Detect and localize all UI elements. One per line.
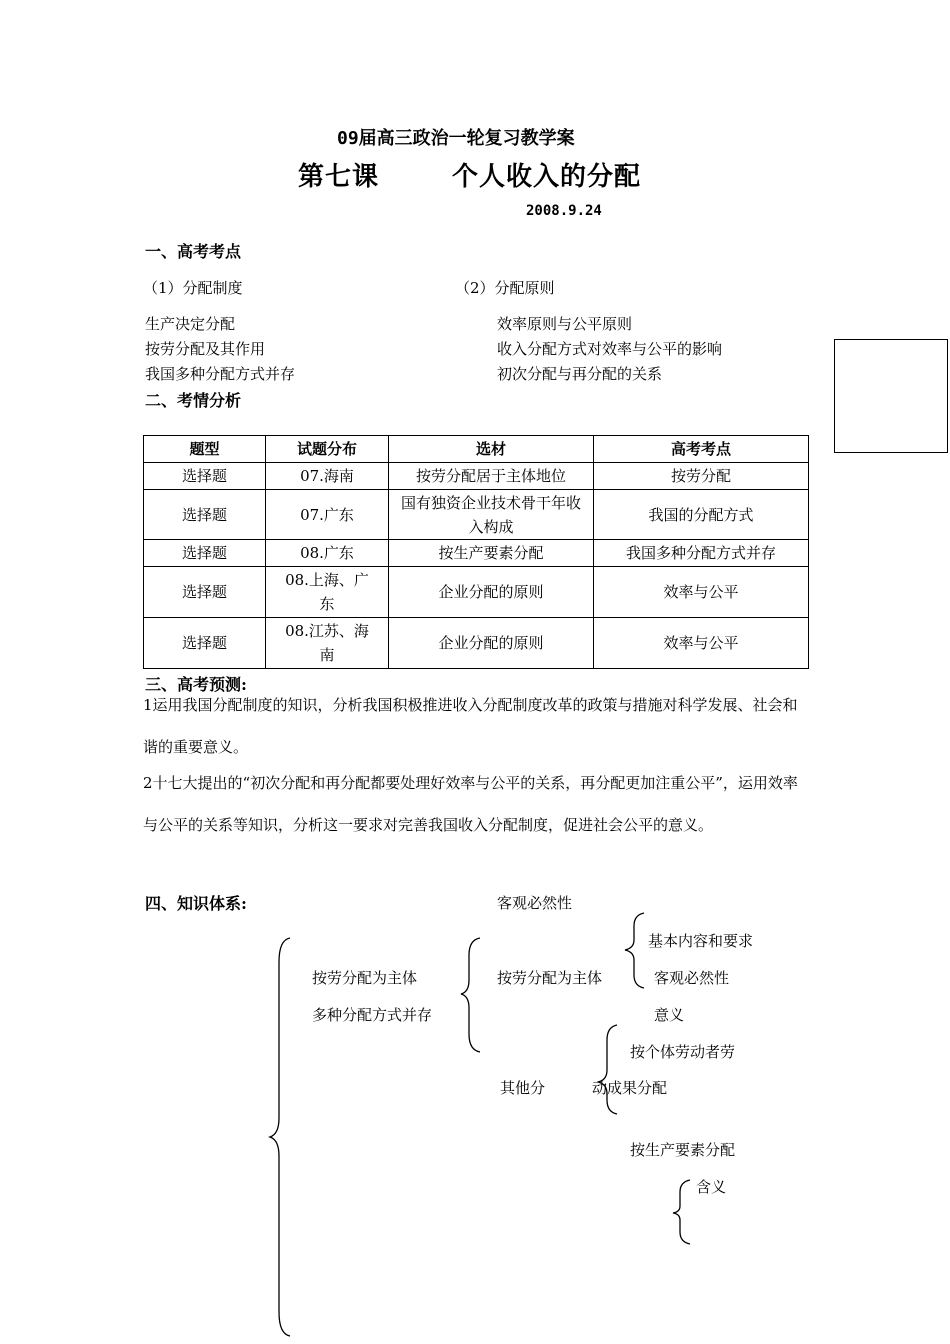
table-cell: 选择题 <box>144 540 266 567</box>
principle-item: 收入分配方式对效率与公平的影响 <box>497 340 723 358</box>
lesson-number: 第七课 <box>298 162 380 192</box>
document-date: 2008.9.24 <box>526 203 602 219</box>
main-brace <box>270 938 290 1336</box>
node-objective-top: 客观必然性 <box>497 894 573 912</box>
node-multi-forms: 多种分配方式并存 <box>312 1006 433 1024</box>
table-cell: 08.上海、广东 <box>266 567 389 618</box>
system-item: 按劳分配及其作用 <box>145 340 266 358</box>
table-cell: 效率与公平 <box>594 618 809 669</box>
table-cell: 我国的分配方式 <box>594 490 809 540</box>
table-cell: 选择题 <box>144 463 266 490</box>
table-cell: 国有独资企业技术骨干年收入构成 <box>389 490 594 540</box>
node-meaning-1: 意义 <box>654 1006 685 1024</box>
table-cell: 08.广东 <box>266 540 389 567</box>
content-brace <box>625 913 644 988</box>
document-subtitle: 09届高三政治一轮复习教学案 <box>337 128 575 149</box>
table-cell: 企业分配的原则 <box>389 567 594 618</box>
table-cell: 选择题 <box>144 490 266 540</box>
table-cell: 我国多种分配方式并存 <box>594 540 809 567</box>
table-cell: 选择题 <box>144 618 266 669</box>
system-item: 生产决定分配 <box>145 315 236 333</box>
prediction-paragraph-1: 1运用我国分配制度的知识，分析我国积极推进收入分配制度改革的政策与措施对科学发展、社会和谐的重要意义。 <box>143 696 798 756</box>
principle-item: 初次分配与再分配的关系 <box>497 365 663 383</box>
column-header: 试题分布 <box>266 436 389 463</box>
principle-item: 效率原则与公平原则 <box>497 315 633 333</box>
node-other-dist: 其他分 <box>500 1079 546 1097</box>
distribution-system-title: （1）分配制度 <box>143 279 243 297</box>
lesson-title: 个人收入的分配 <box>452 162 642 192</box>
node-basic-content: 基本内容和要求 <box>648 932 754 950</box>
node-labor-results: 动成果分配 <box>592 1079 668 1097</box>
node-meaning-2: 含义 <box>696 1178 727 1196</box>
node-factor-dist: 按生产要素分配 <box>630 1141 736 1159</box>
table-cell: 按劳分配 <box>594 463 809 490</box>
section-3-heading: 三、高考预测: <box>145 675 247 694</box>
column-header: 题型 <box>144 436 266 463</box>
table-cell: 按劳分配居于主体地位 <box>389 463 594 490</box>
table-cell: 企业分配的原则 <box>389 618 594 669</box>
section-2-heading: 二、考情分析 <box>145 391 242 410</box>
table-cell: 07.海南 <box>266 463 389 490</box>
column-header: 高考考点 <box>594 436 809 463</box>
column-header: 选材 <box>389 436 594 463</box>
node-individual-labor: 按个体劳动者劳 <box>630 1043 736 1061</box>
table-cell: 选择题 <box>144 567 266 618</box>
table-cell: 08.江苏、海南 <box>266 618 389 669</box>
factor-brace <box>673 1180 690 1244</box>
section-1-heading: 一、高考考点 <box>145 242 242 261</box>
distribution-principle-title: （2）分配原则 <box>455 279 555 297</box>
table-cell: 按生产要素分配 <box>389 540 594 567</box>
node-labor-main-mid: 按劳分配为主体 <box>497 969 603 987</box>
table-cell: 07.广东 <box>266 490 389 540</box>
prediction-paragraph-2: 2十七大提出的“初次分配和再分配都要处理好效率与公平的关系，再分配更加注重公平”，运用效率与公平的关系等知识，分析这一要求对完善我国收入分配制度，促进社会公平的意义。 <box>143 774 798 834</box>
node-labor-main-left: 按劳分配为主体 <box>312 969 418 987</box>
system-item: 我国多种分配方式并存 <box>145 365 296 383</box>
other-dist-brace <box>598 1025 617 1114</box>
middle-brace <box>461 938 480 1052</box>
node-objective-mid: 客观必然性 <box>654 969 730 987</box>
section-4-heading: 四、知识体系: <box>145 894 247 913</box>
table-cell: 效率与公平 <box>594 567 809 618</box>
